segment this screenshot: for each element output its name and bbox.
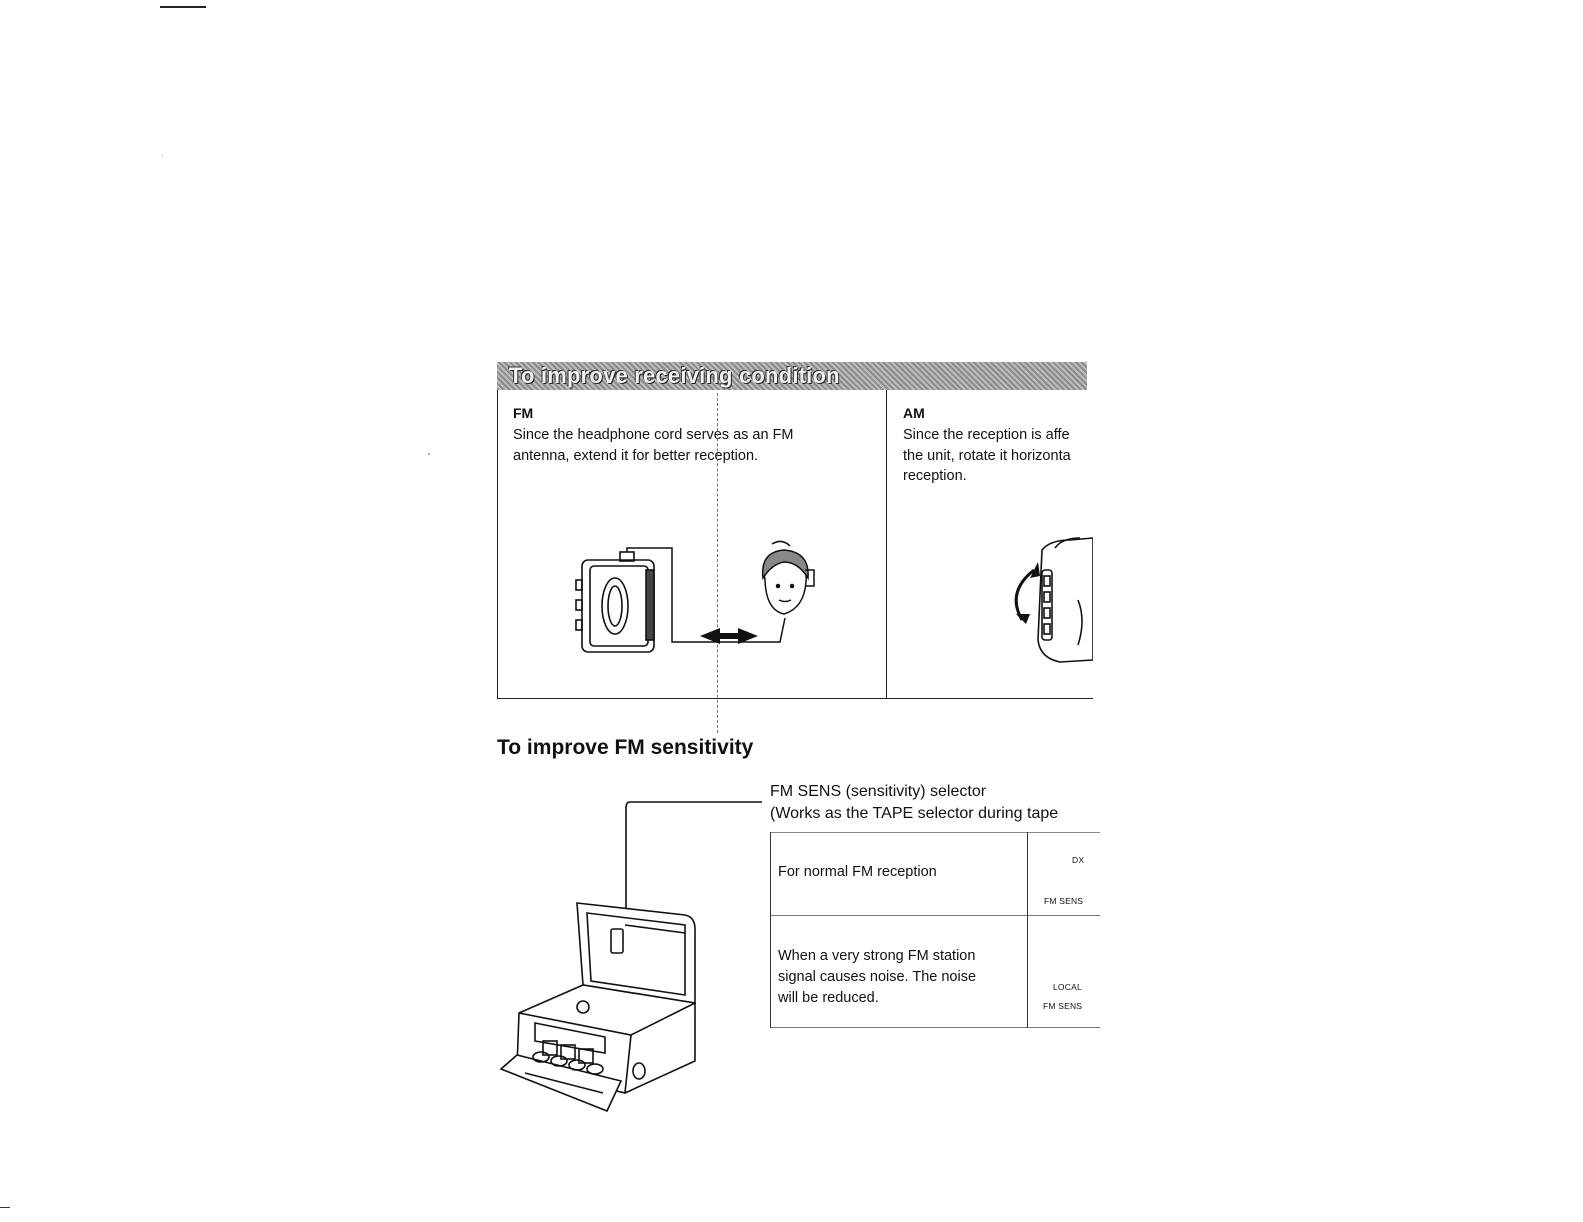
table-mid-border: [770, 915, 1100, 916]
rotate-arrow-icon: [1016, 562, 1040, 624]
switch-dx-label: DX: [1072, 855, 1085, 865]
table-bottom-border: [770, 1027, 1100, 1028]
fm-text-line1: Since the headphone cord serves as an FM: [513, 427, 794, 443]
corner-mark: [0, 1207, 10, 1208]
table-left-border: [770, 832, 771, 1028]
table-top-border: [770, 832, 1100, 833]
sens-illustration: [495, 885, 705, 1115]
table-row2-text-line3: will be reduced.: [778, 990, 879, 1006]
table-col-divider: [1027, 832, 1028, 1028]
fm-illustration: [560, 540, 830, 665]
table-row2-text-line1: When a very strong FM station: [778, 948, 976, 964]
person-icon: [763, 541, 814, 614]
fm-heading: FM: [513, 405, 534, 421]
radio-unit-icon: [1038, 538, 1093, 662]
open-cassette-player-icon: [501, 903, 695, 1111]
selector-label-line2: (Works as the TAPE selector during tape: [770, 805, 1059, 822]
cassette-player-icon: [576, 552, 654, 652]
speck: [428, 453, 430, 455]
selector-label-line1: FM SENS (sensitivity) selector: [770, 783, 987, 800]
table-row1-text: For normal FM reception: [778, 864, 937, 880]
switch-fm-sens-label: FM SENS: [1043, 1001, 1083, 1011]
fm-text-line2: antenna, extend it for better reception.: [513, 448, 759, 464]
table-row2-text-line2: signal causes noise. The noise: [778, 969, 977, 985]
am-text-line3: reception.: [903, 468, 967, 484]
top-rule: [160, 6, 206, 8]
am-heading: AM: [903, 405, 925, 421]
sensitivity-title: To improve FM sensitivity: [497, 736, 754, 759]
section-title: To improve receiving condition: [509, 363, 840, 388]
speck: [162, 155, 163, 156]
am-illustration: [1000, 530, 1093, 665]
switch-fm-sens-label: FM SENS: [1044, 896, 1084, 906]
am-text-line2: the unit, rotate it horizonta: [903, 448, 1071, 464]
switch-local-label: LOCAL: [1053, 982, 1082, 992]
am-text-line1: Since the reception is affe: [903, 427, 1070, 443]
